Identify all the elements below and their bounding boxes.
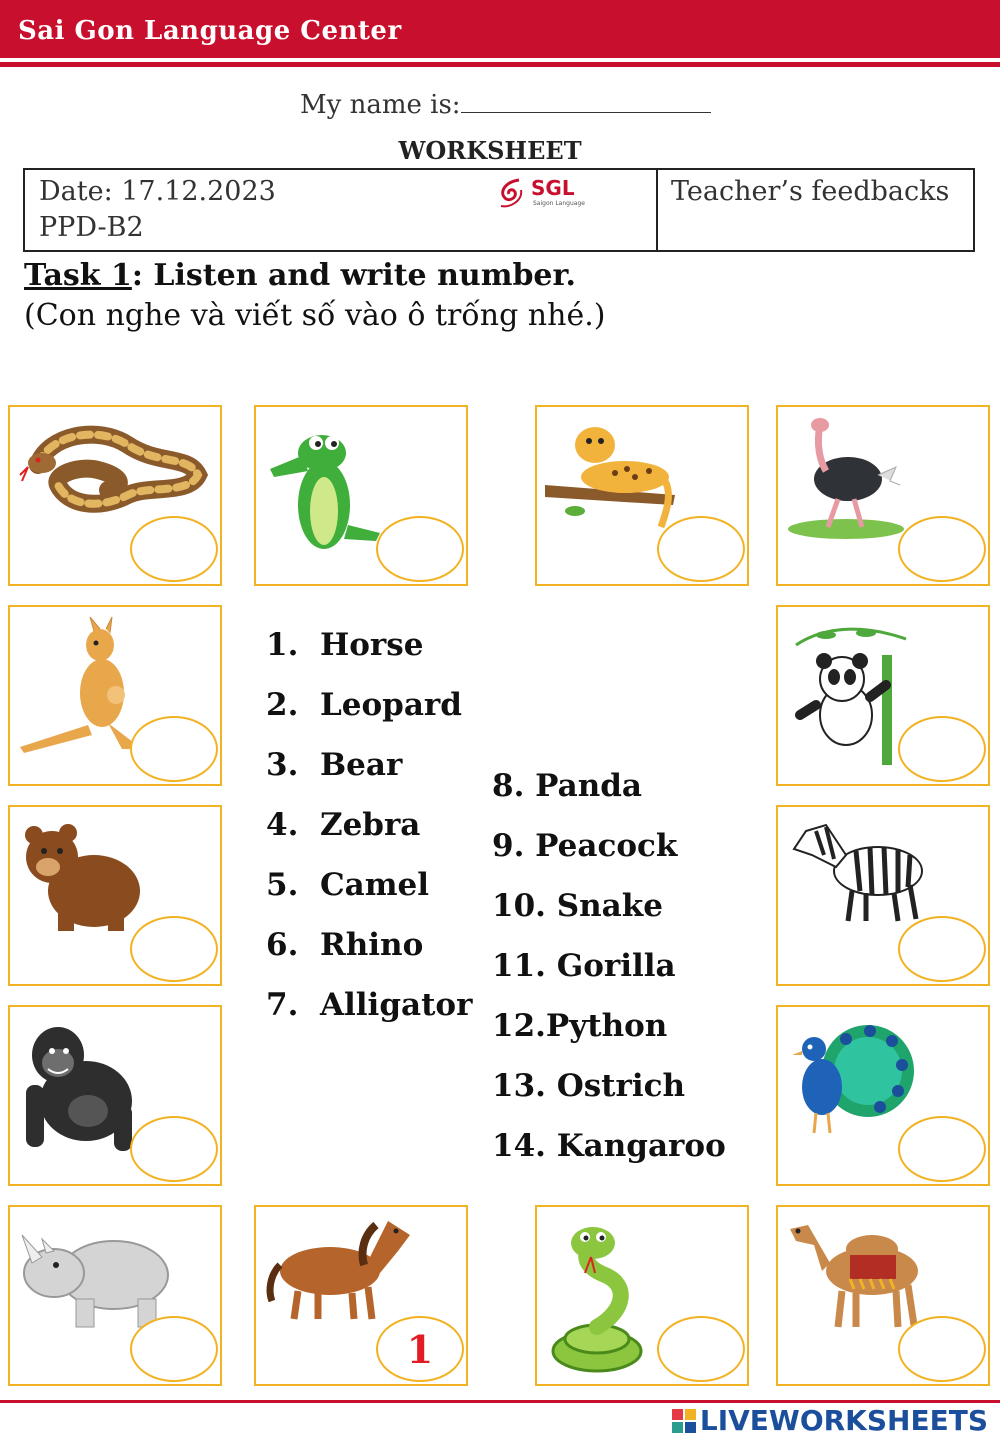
card-zebra — [776, 805, 990, 986]
alligator-icon — [264, 415, 384, 555]
word-item: 6. Rhino — [266, 927, 424, 963]
card-gorilla — [8, 1005, 222, 1186]
card-kangaroo — [8, 605, 222, 786]
answer-circle[interactable] — [657, 516, 745, 582]
answer-circle[interactable] — [898, 1116, 986, 1182]
word-item: 10. Snake — [492, 888, 663, 924]
name-row — [300, 88, 711, 120]
word-item: 12.Python — [492, 1008, 668, 1044]
answer-circle[interactable] — [657, 1316, 745, 1382]
answer-circle[interactable] — [130, 916, 218, 982]
word-item: 13. Ostrich — [492, 1068, 686, 1104]
camel-icon — [786, 1215, 936, 1335]
card-ostrich — [776, 405, 990, 586]
logo-text: SGL — [531, 176, 575, 200]
answer-circle[interactable]: 1 — [376, 1316, 464, 1382]
footer-divider — [0, 1400, 1000, 1403]
answer-circle[interactable] — [898, 1316, 986, 1382]
answer-circle[interactable] — [130, 1316, 218, 1382]
task-label: Task 1 — [24, 258, 132, 293]
panda-icon — [786, 615, 916, 765]
answer-circle[interactable] — [898, 716, 986, 782]
horse-icon — [264, 1215, 414, 1325]
word-item: 1. Horse — [266, 627, 424, 663]
card-snake — [535, 1205, 749, 1386]
ostrich-icon — [786, 415, 906, 545]
class-code: PPD-B2 — [39, 212, 144, 243]
header-divider — [0, 62, 1000, 67]
card-leopard — [535, 405, 749, 586]
info-table — [23, 168, 975, 252]
liveworksheets-logo — [672, 1404, 988, 1437]
card-alligator — [254, 405, 468, 586]
card-bear — [8, 805, 222, 986]
name-label: My name is: — [300, 90, 461, 120]
answer-circle[interactable] — [130, 716, 218, 782]
task-title — [24, 258, 576, 293]
zebra-icon — [786, 815, 936, 925]
logo-subtext: Saigon Language — [533, 200, 585, 207]
answer-circle[interactable] — [130, 516, 218, 582]
liveworksheets-blocks-icon — [672, 1409, 696, 1433]
card-peacock — [776, 1005, 990, 1186]
task-subtitle: (Con nghe và viết số vào ô trống nhé.) — [24, 298, 606, 333]
card-rhino — [8, 1205, 222, 1386]
task-instruction: : Listen and write number. — [131, 258, 577, 293]
name-input-line[interactable] — [461, 88, 711, 113]
python-icon — [18, 415, 208, 525]
sgl-logo — [495, 176, 595, 212]
answer-circle[interactable] — [898, 516, 986, 582]
date-text: Date: 17.12.2023 — [39, 176, 276, 207]
gorilla-icon — [18, 1015, 148, 1155]
word-item: 7. Alligator — [266, 987, 473, 1023]
leopard-icon — [545, 415, 685, 535]
peacock-icon — [786, 1015, 916, 1145]
worksheet-title: WORKSHEET — [398, 136, 582, 165]
word-item: 4. Zebra — [266, 807, 421, 843]
word-item: 8. Panda — [492, 768, 643, 804]
rhino-icon — [18, 1215, 178, 1335]
card-horse — [254, 1205, 468, 1386]
bear-icon — [18, 815, 148, 935]
card-panda — [776, 605, 990, 786]
card-camel — [776, 1205, 990, 1386]
word-item: 11. Gorilla — [492, 948, 676, 984]
word-item: 5. Camel — [266, 867, 430, 903]
word-item: 9. Peacock — [492, 828, 678, 864]
table-divider — [656, 170, 658, 250]
word-item: 2. Leopard — [266, 687, 462, 723]
sgl-swirl-icon — [495, 176, 529, 210]
answer-circle[interactable] — [130, 1116, 218, 1182]
snake-icon — [545, 1215, 655, 1380]
answer-circle[interactable] — [898, 916, 986, 982]
answer-circle[interactable] — [376, 516, 464, 582]
liveworksheets-text: LIVEWORKSHEETS — [699, 1404, 988, 1437]
teacher-feedback-label: Teacher’s feedbacks — [671, 176, 950, 207]
card-python — [8, 405, 222, 586]
word-item: 14. Kangaroo — [492, 1128, 726, 1164]
word-item: 3. Bear — [266, 747, 403, 783]
center-name: Sai Gon Language Center — [18, 16, 402, 46]
